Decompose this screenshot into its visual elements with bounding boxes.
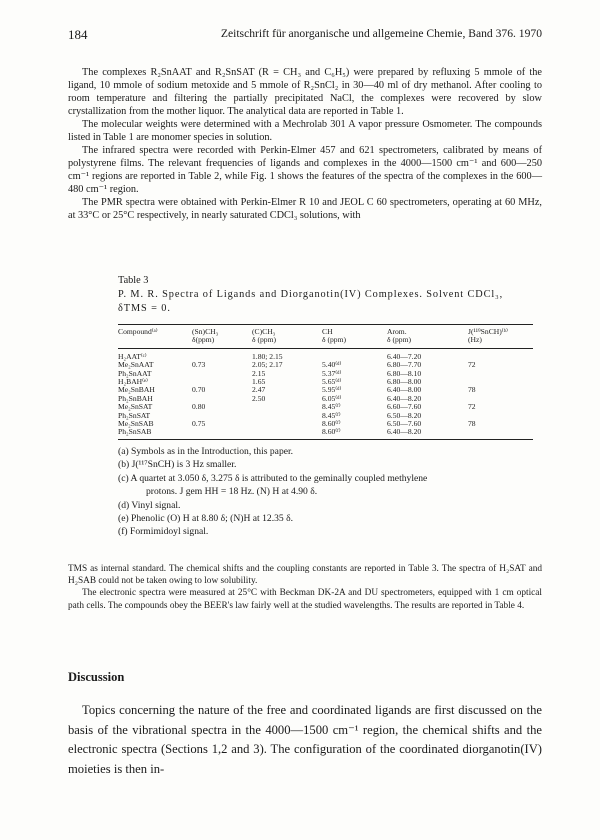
footnote: (e) Phenolic (O) H at 8.80 δ; (N)H at 12.35 δ. xyxy=(118,512,294,524)
footnote-continuation: protons. J gem HH = 18 Hz. (N) H at 4.90 δ. xyxy=(146,486,318,498)
table-cell: 2.15 xyxy=(252,368,266,378)
table-label: Table 3 xyxy=(118,275,149,286)
table-cell: 0.75 xyxy=(192,419,206,429)
table-cell: 0.73 xyxy=(192,360,206,370)
table-cell: 8.60⁽ᶠ⁾ xyxy=(322,427,341,437)
table-cell: 6.80—8.00 xyxy=(387,377,422,387)
footnote: (b) J(¹¹⁷SnCH) is 3 Hz smaller. xyxy=(118,459,237,471)
table-row xyxy=(118,428,533,436)
table-cell: 6.50—7.60 xyxy=(387,419,422,429)
table-cell: Ph₂SnBAH xyxy=(118,393,153,403)
table-cell: 8.60⁽ᶠ⁾ xyxy=(322,419,341,429)
table-cell: H₂BAH⁽ᵉ⁾ xyxy=(118,377,148,387)
paragraph: The infrared spectra were recorded with Perkin-Elmer 457 and 621 spectrometers, calibrated by means of polystyrene films. The relevant frequencies of ligands and complexes in the 4000—1500 cm⁻¹ and 600—250 cm⁻¹ regions are reported in Table 2, while Fig. 1 shows the features of the spectra of the complexes in the 600—480 cm⁻¹ region. xyxy=(68,145,542,195)
table-cell: 78 xyxy=(468,385,476,395)
table-bottom-rule xyxy=(118,439,533,440)
table-cell: 2.47 xyxy=(252,385,266,395)
table-cell xyxy=(468,412,533,420)
table-cell: 6.05⁽ᵈ⁾ xyxy=(322,393,342,403)
table-cell xyxy=(252,412,322,420)
column-header-sn-ch3: (Sn)CH₃ δ(ppm) xyxy=(192,327,219,345)
paragraph: The electronic spectra were measured at 25°C with Beckman DK-2A and DU spectrometers, equipped with 1 cm optical path cells. The compounds obey the BEER's law fairly well at the studied wavelengths. The results are reported in Table 4. xyxy=(68,588,542,611)
table-cell xyxy=(468,428,533,436)
table-cell: Ph₂SnAAT xyxy=(118,368,152,378)
table-cell xyxy=(252,403,322,411)
table-cell xyxy=(192,428,252,436)
table-cell: Me₂SnSAB xyxy=(118,419,154,429)
table-cell: 6.80—8.10 xyxy=(387,368,422,378)
table-cell xyxy=(468,370,533,378)
table-cell: 0.70 xyxy=(192,385,206,395)
table-cell: H₂AAT⁽ᶜ⁾ xyxy=(118,351,147,361)
page-number: 184 xyxy=(68,27,88,42)
table-body xyxy=(118,349,533,437)
table-cell: 0.80 xyxy=(192,402,206,412)
table-cell: Me₂SnAAT xyxy=(118,360,154,370)
table-cell xyxy=(468,378,533,386)
table-cell: 6.40—8.00 xyxy=(387,385,422,395)
data-table xyxy=(118,325,533,437)
table-cell xyxy=(252,428,322,436)
section-heading: Discussion xyxy=(68,670,125,684)
table-cell: 5.40⁽ᵈ⁾ xyxy=(322,360,342,370)
table-cell: 1.80; 2.15 xyxy=(252,351,283,361)
footnote: (c) A quartet at 3.050 δ, 3.275 δ is attributed to the geminally coupled methylene xyxy=(118,472,428,484)
table-cell: 5.65⁽ᵈ⁾ xyxy=(322,377,342,387)
table-cell xyxy=(468,349,533,361)
table-cell: 72 xyxy=(468,402,476,412)
table-caption: P. M. R. Spectra of Ligands and Diorganotin(IV) Complexes. Solvent CDCl₃, δTMS = 0. xyxy=(118,289,504,314)
table-cell: 72 xyxy=(468,360,476,370)
table-cell: 6.40—8.20 xyxy=(387,393,422,403)
paragraph: The PMR spectra were obtained with Perkin-Elmer R 10 and JEOL C 60 spectrometers, operating at 60 MHz, at 33°C or 25°C respectively, in nearly saturated CDCl₃ solutions, with xyxy=(68,197,542,221)
table-cell: Ph₂SnSAB xyxy=(118,427,152,437)
column-header-coupling: J(¹¹⁹SnCH)⁽ᵇ⁾ (Hz) xyxy=(468,327,508,345)
column-header-arom: Arom. δ (ppm) xyxy=(387,327,412,345)
footnote: (d) Vinyl signal. xyxy=(118,499,181,511)
table-cell: 1.65 xyxy=(252,377,266,387)
table-cell: 6.80—7.70 xyxy=(387,360,422,370)
methods-text xyxy=(68,563,542,612)
table-cell: 8.45⁽ᶠ⁾ xyxy=(322,410,341,420)
running-header xyxy=(68,27,542,43)
paragraph: Topics concerning the nature of the free and coordinated ligands are first discussed on the basis of the vibrational spectra in the 4000—1500 cm⁻¹ region, the chemical shifts and the electronic spectra (Sections 1,2 and 3). The configuration of the coordinated diorganotin(IV) moieties is then in- xyxy=(68,703,542,776)
table-cell: 8.45⁽ᶠ⁾ xyxy=(322,402,341,412)
footnote: (f) Formimidoyl signal. xyxy=(118,526,209,538)
column-header-ch: CH δ (ppm) xyxy=(322,327,347,345)
table-footnotes xyxy=(118,445,533,539)
column-header-c-ch3: (C)CH₃ δ (ppm) xyxy=(252,327,277,345)
table-cell: Me₂SnBAH xyxy=(118,385,155,395)
table-cell: 5.95⁽ᵈ⁾ xyxy=(322,385,342,395)
journal-title: Zeitschrift für anorganische und allgemeine Chemie, Band 376. 1970 xyxy=(220,27,542,40)
discussion-text xyxy=(68,701,542,779)
footnote: (a) Symbols as in the Introduction, this paper. xyxy=(118,445,294,457)
table-cell xyxy=(252,420,322,428)
table-cell: 78 xyxy=(468,419,476,429)
table-cell: 6.60—7.60 xyxy=(387,402,422,412)
table-cell: 5.37⁽ᵈ⁾ xyxy=(322,368,342,378)
table-cell: Me₂SnSAT xyxy=(118,402,153,412)
paragraph: The molecular weights were determined with a Mechrolab 301 A vapor pressure Osmometer. The compounds listed in Table 1 are monomer species in solution. xyxy=(68,119,542,143)
table-3 xyxy=(118,274,533,539)
paragraph: The complexes R₂SnAAT and R₂SnSAT (R = CH₃ and C₆H₅) were prepared by refluxing 5 mmole of the ligand, 10 mmole of sodium metoxide and 5 mmole of R₂SnCl₂ in 30—40 ml of dry methanol. After cooling to room temperature and filtering the partially precipitated NaCl, the complexes were recovered by slow crystallization from the mother liquor. The analytical data are reported in Table 1. xyxy=(68,67,542,117)
paragraph: TMS as internal standard. The chemical shifts and the coupling constants are reported in Table 3. The spectra of H₂SAT and H₂SAB could not be taken owing to low solubility. xyxy=(68,564,542,587)
table-cell: Ph₂SnSAT xyxy=(118,410,151,420)
intro-text xyxy=(68,66,542,222)
table-cell: 6.40—8.20 xyxy=(387,427,422,437)
column-header-compound: Compound⁽ᵃ⁾ xyxy=(118,327,158,336)
table-cell xyxy=(192,370,252,378)
table-cell: 2.05; 2.17 xyxy=(252,360,283,370)
table-cell: 6.50—8.20 xyxy=(387,410,422,420)
table-cell: 6.40—7.20 xyxy=(387,351,422,361)
table-cell xyxy=(468,395,533,403)
table-cell: 2.50 xyxy=(252,393,266,403)
